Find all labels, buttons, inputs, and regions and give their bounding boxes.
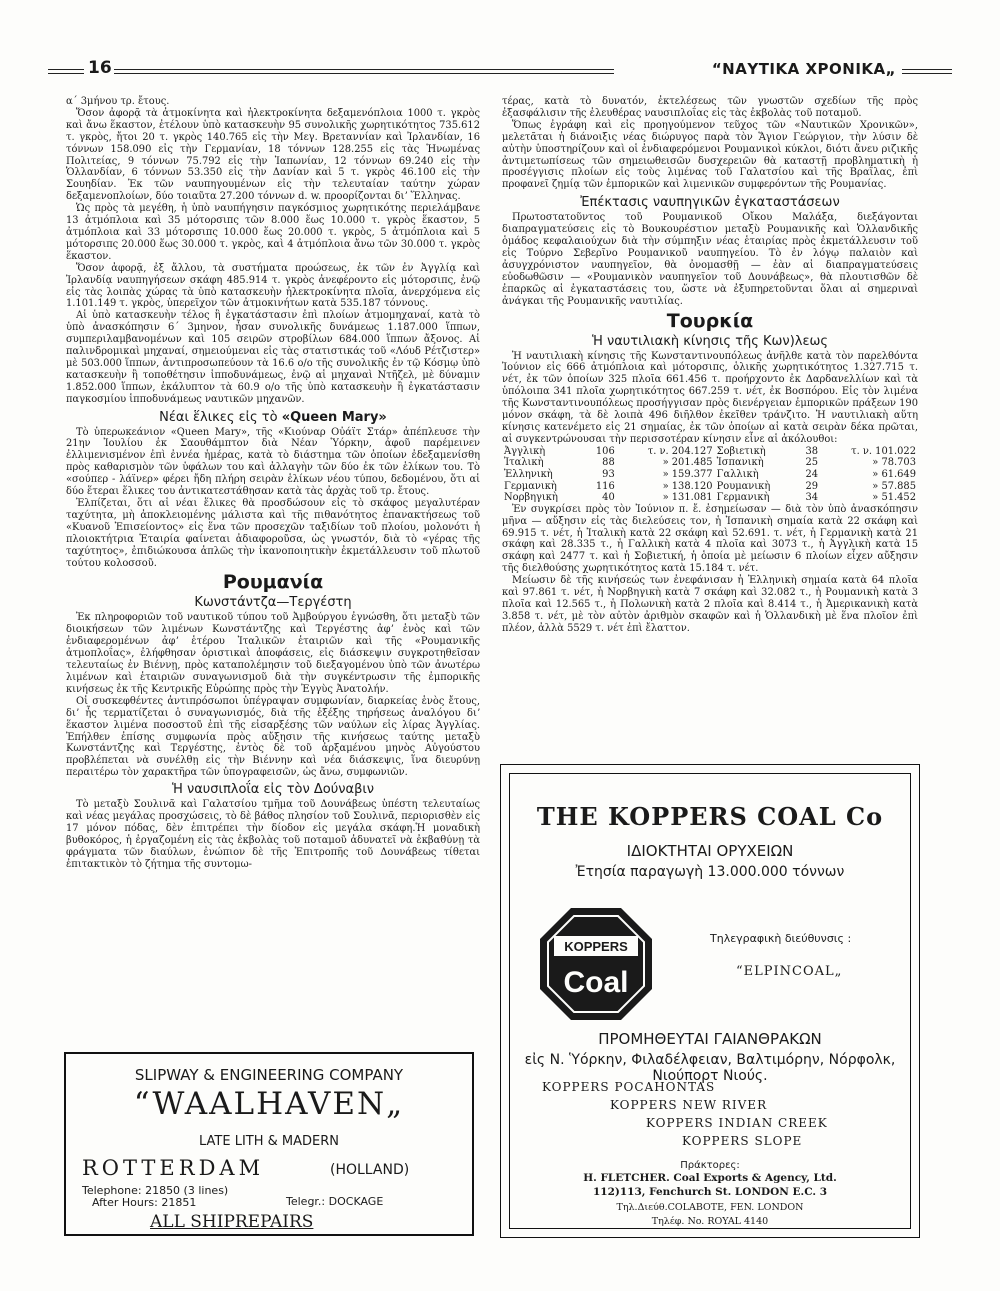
waalhaven-name: “WAALHAVEN„ — [133, 1086, 405, 1122]
header-rule-middle — [114, 69, 614, 74]
table-cell: 88 — [602, 457, 615, 469]
queen-mary-heading-name: «Queen Mary» — [281, 409, 387, 425]
telegraphic-address: Telegr.: DOCKAGE — [286, 1195, 384, 1208]
table-cell: τ. ν. 101.022 — [851, 445, 916, 457]
after-hours-number: After Hours: 21851 — [92, 1196, 197, 1209]
shiprepairs-text: ALL SHIPREPAIRS — [150, 1212, 314, 1232]
agent-address: 112)113, Fenchurch St. LONDON E.C. 3 — [592, 1186, 827, 1198]
table-cell: 116 — [595, 480, 615, 492]
annual-production-text: Ἐτησία παραγωγὴ 13.000.000 τόννων — [575, 864, 845, 880]
slipway-advertisement — [64, 1052, 474, 1236]
table-cell: Γερμανικὴ — [504, 480, 557, 492]
queen-mary-heading-text: Νέαι ἕλικες εἰς τὸ — [159, 409, 282, 425]
table-row — [502, 446, 918, 458]
telephone-number: Telephone: 21850 (3 lines) — [82, 1184, 229, 1197]
table-cell: Γαλλικὴ — [716, 468, 759, 480]
table-cell: Ἰσπανικὴ — [716, 457, 764, 469]
turkey-subheading: Ἡ ναυτιλιακὴ κίνησις τῆς Κων)λεως — [591, 333, 829, 349]
table-cell: » 138.120 — [662, 480, 713, 492]
agent-name: H. FLETCHER. Coal Exports & Agency, Ltd. — [583, 1172, 837, 1184]
table-cell: 24 — [805, 468, 819, 480]
table-cell: Ρουμανικὴ — [716, 480, 771, 492]
queen-mary-heading — [66, 410, 480, 425]
coal-suppliers-text: ΠΡΟΜΗΘΕΥΤΑΙ ΓΑΙΑΝΘΡΑΚΩΝ — [598, 1030, 822, 1048]
paragraph: Μείωσιν δὲ τῆς κινήσεώς των ἐνεφάνισαν ἡ Ἑλληνικὴ σημαία κατὰ 64 πλοῖα καὶ 97.861 τ. νέτ, ἡ Νορβηγικὴ κατὰ 7 σκάφη καὶ 32.082 τ., ἡ Ρουμανικὴ κατὰ 3 πλοῖα καὶ 12.565 τ., ἡ Πολωνικὴ κατὰ 2 πλοῖα καὶ 8.414 τ., ἡ Ἀμερικανικὴ κατὰ 3.858 τ. νέτ, μὲ τὸν αὐτὸν ἀριθμὸν σκαφῶν καὶ ἡ Ὁλλανδικὴ μὲ ἕνα πλοῖον ἐπὶ πλέον, ἀλλὰ 5529 τ. νέτ ἐπὶ ἔλαττον. — [502, 575, 918, 634]
koppers-brand-name: THE KOPPERS COAL Co — [536, 802, 884, 831]
table-cell: Ἀγγλικὴ — [504, 445, 546, 457]
paragraph: Πρωτοστατοῦντος τοῦ Ρουμανικοῦ Οἴκου Μαλάξα, διεξάγονται διαπραγματεύσεις εἰς τὸ Βουκουρέστιον μεταξὺ Ρουμανικῆς καὶ Ὁλλανδικῆς ὁμάδος κεφαλαιούχων διὰ τὴν σύμπηξιν νέας ἑταιρίας πρὸς ἐκμετάλλευσιν τοῦ εἰς Τούρνο Σεβερῖνο Ρουμανικοῦ ναυπηγείου. Τὸ ἐν λόγῳ παλαιὸν καὶ ἀσυγχρόνιστον ναυπηγεῖον, θὰ ὀνομασθῇ — ἐὰν αἱ διαπραγματεύσεις εὐοδωθῶσιν — «Ρουμανικὸν ναυπηγεῖον τοῦ Δουνάβεως», θὰ πλουτισθῶν δὲ ἐπαρκῶς αἱ ἐγκαταστάσεις του, ὥστε νὰ ἐξυπηρετοῦνται ὅλαι αἱ σημεριναὶ ἀνάγκαι τῆς Ρουμανικῆς ναυτιλίας. — [502, 212, 918, 307]
logo-bottom-text: Coal — [563, 966, 629, 999]
paragraph: α΄ 3μήνου τρ. ἔτους. — [66, 96, 170, 107]
table-cell: » 131.081 — [662, 492, 713, 504]
coal-type: KOPPERS SLOPE — [682, 1134, 803, 1148]
romania-subheading: Κωνστάντζα—Τεργέστη — [194, 595, 352, 611]
table-cell: 25 — [805, 457, 819, 469]
coal-type: KOPPERS INDIAN CREEK — [646, 1116, 828, 1130]
page-header — [48, 58, 952, 84]
paragraph: τέρας, κατὰ τὸ δυνατόν, ἐκτελέσεως τῶν γνωστῶν σχεδίων τῆς πρὸς ἐξασφάλισιν τῆς ἐλευθέρας ναυσιπλοΐας εἰς τὰς ἐκβολὰς τοῦ ποταμοῦ. — [502, 96, 918, 119]
left-column — [66, 96, 480, 871]
koppers-inner-frame — [509, 773, 911, 1229]
mine-owners-text: ΙΔΙΟΚΤΗΤΑΙ ΟΡΥΧΕΙΩΝ — [626, 842, 794, 860]
header-rule-left — [48, 69, 84, 74]
table-cell: 40 — [602, 492, 615, 504]
table-cell: Ἑλληνικὴ — [504, 468, 553, 480]
paragraph: Τὸ μεταξὺ Σουλινᾶ καὶ Γαλατσίου τμῆμα τοῦ Δουνάβεως ὑπέστη τελευταίως καὶ νέας μεγάλας προσχώσεις, τὸ δὲ βάθος πλησίον τοῦ Σουλινᾶ, περιορισθὲν εἰς 17 μόνον πόδας, δὲν ἐπιτρέπει τὴν δίοδον εἰς μεγάλα σκάφη.Ἡ μοναδικὴ βυθοκόρος, ἡ ἐργαζομένη εἰς τὰς ἐκβολὰς τοῦ ποταμοῦ ἀδυνατεῖ νὰ ἐκβαθύνῃ τὰ φράγματα τῶν διαύλων, ἐνώπιον δὲ τῆς Ἐπιτροπῆς τοῦ Δουνάβεως τίθεται ἐπιτακτικὸν τὸ ζήτημα τῆς συντομω- — [66, 799, 480, 870]
table-cell: » 61.649 — [872, 468, 916, 480]
romania-heading: Ρουμανία — [222, 571, 324, 594]
table-cell: 29 — [805, 480, 819, 492]
table-cell: 34 — [805, 492, 819, 504]
right-column — [502, 96, 918, 635]
country-name: (HOLLAND) — [330, 1162, 410, 1178]
paragraph: Οἱ συσκεφθέντες ἀντιπρόσωποι ὑπέγραψαν συμφωνίαν, διαρκείας ἑνὸς ἔτους, διʼ ἧς τερματίζεται ὁ συναγωνισμός, διὰ τῆς ἐξέξης τηρήσεως ἀναλόγου διʼ ἕκαστον λιμένα ποσοστοῦ ἐπὶ τῆς εἰσαρξέσης τῶν ναύλων εἰς λίρας Ἀγγλίας. Ἐπήλθεν ἐπίσης συμφωνία πρὸς αὔξησιν τῆς κινήσεως ταύτης μεταξὺ Κωνστάντζης καὶ Τεργέστης, ἐντὸς δὲ τοῦ ἀρξαμένου μηνὸς Αὐγούστου προβλέπεται νὰ συνέλθῃ εἰς τὴν Βιέννην καὶ νέα διάσκεψις, ἵνα διευρύνῃ περαιτέρω τὸν χαρακτῆρα τῶν ὑπογραφεισῶν, ὡς ἄνω, συμφωνιῶν. — [66, 695, 480, 779]
paragraph: Ὅπως ἐγράφη καὶ εἰς προηγούμενον τεῦχος τῶν «Ναυτικῶν Χρονικῶν», μελετᾶται ἡ διάνοιξις νέας διώρυγος παρὰ τὸν Ἅγιον Γεώργιον, τὴν λύσιν δὲ αὐτὴν ὑποστηρίζουν καὶ οἱ ἐνδιαφερόμενοι Ρουμανικοὶ κύκλοι, διότι ἄνευ ριζικῆς ἀντιμετωπίσεως τῶν σημειωθεισῶν δυσχερειῶν θὰ καταστῇ προβληματικὴ ἡ προσέγγισις πλοίων εἰς τοὺς λιμένας τοῦ Γαλατσίου καὶ τῆς Βραΐλας, ἐπὶ προφανεῖ ζημίᾳ τῶν ἐμπορικῶν καὶ λιμενικῶν συμφερόντων τῆς Ρουμανίας. — [502, 119, 918, 191]
table-row — [502, 469, 918, 481]
coal-type: KOPPERS POCAHONTAS — [542, 1080, 716, 1094]
paragraph: Ἐλπίζεται, ὅτι αἱ νέαι ἕλικες θὰ προσδώσουν εἰς τὸ σκάφος μεγαλυτέραν ταχύτητα, μὴ ἀποκλειομένης μάλιστα καὶ τῆς πιθανότητος ἐπανακτήσεως τοῦ «Κυανοῦ Ἐπισείοντος» εἰς ἕνα τῶν προσεχῶν ταξιδίων τοῦ πλοίου, μολονότι ἡ πλοιοκτήτρια Ἑταιρία φαίνεται ἀδιαφοροῦσα, ὡς γνωστόν, διὰ τὸ «γέρας τῆς ταχύτητος», ἐπιδιώκουσα ἁπλῶς τὴν ἱκανοποιητικὴν ἐκμετάλλευσιν τοῦ πλωτοῦ τούτου κολοσσοῦ. — [66, 498, 480, 569]
table-cell: τ. ν. 204.127 — [647, 445, 713, 457]
table-cell: » 159.377 — [662, 468, 713, 480]
paragraph: Ἐκ πληροφοριῶν τοῦ ναυτικοῦ τύπου τοῦ Ἀμβούργου ἐγνώσθη, ὅτι μεταξὺ τῶν διοικήσεων τῶν λιμένων Κωνστάντζης καὶ Τεργέστης ἀφʼ ἑνὸς καὶ τῶν ἐνδιαφερομένων ἀφʼ ἑτέρου Ἰταλικῶν ἑταιριῶν καὶ τῆς «Ρουμανικῆς ἀτμοπλοΐας», ἐλήφθησαν ὁριστικαὶ ἀποφάσεις, εἰς διάσκεψιν συγκροτηθεῖσαν τελευταίως ἐν Βιέννῃ, πρὸς καταπολέμησιν τοῦ διεξαγομένου ὑπὸ τῶν ἀνωτέρω λιμένων καὶ ἑταιριῶν συναγωνισμοῦ διὰ τὴν συγκέντρωσιν τῆς ἐμπορικῆς κινήσεως ἐκ τῆς Κεντρικῆς Εὐρώπης πρὸς τὴν Ἐγγὺς Ἀνατολήν. — [66, 612, 480, 695]
turkey-heading: Τουρκία — [666, 309, 754, 332]
koppers-coal-logo — [536, 904, 656, 1024]
coal-type: KOPPERS NEW RIVER — [610, 1098, 768, 1112]
logo-top-text: KOPPERS — [564, 939, 628, 954]
paragraph: Ὅσον ἀφορᾷ τὰ ἀτμοκίνητα καὶ ἠλεκτροκίνητα δεξαμενόπλοια 1000 τ. γκρὸς καὶ ἄνω ἕκαστον, ἐτέλουν ὑπὸ κατασκευὴν 95 συνολικῆς χωρητικότητος 735.612 τ. γκρὸς, ἤτοι 20 τ. γκρὸς 140.765 εἰς τὴν Μεγ. Βρεταννίαν καὶ Ἰρλανδίαν, 16 τόννων 158.090 εἰς τὴν Γερμανίαν, 18 τόννων 128.255 εἰς τὰς Ἡνωμένας Πολιτείας, 9 τόννων 75.792 εἰς τὴν Ἰαπωνίαν, 12 τόννων 69.240 εἰς τὴν Ὁλλανδίαν, 6 τόννων 53.350 εἰς τὴν Δανίαν καὶ 5 τ. γκρὸς 46.100 εἰς τὴν Σουηδίαν. Ἐκ τῶν ναυπηγουμένων εἰς τὴν τελευταίαν ταύτην χώραν δεξαμενοπλοίων, δύο τοιαῦτα 27.200 τόννων d. w. προορίζονται διʼ Ἕλληνας. — [66, 107, 480, 203]
table-cell: Νορβηγικὴ — [504, 492, 558, 504]
paragraph: Αἱ ὑπὸ κατασκευὴν τέλος ἢ ἐγκατάστασιν ἐπὶ πλοίων ἀτμομηχαναί, κατὰ τὸ ὑπὸ ἀνασκόπησιν 6΄ 3μηνον, ἦσαν συνολικῆς δυνάμεως 1.187.000 ἵππων, συμπεριλαμβανομένων καὶ 105 σειρῶν στροβίλων 684.000 ἵππων ἄξονος. Αἱ παλινδρομικαὶ μηχαναί, σημειούμεναι εἰς τὰς στατιστικάς τοῦ «Λόυδ Ρέτζιστερ» μὲ 503.000 ἵππων, ἀντιπροσωπεύουν τὰ 16.6 ο/ο τῆς συνολικῆς ἐν τῷ Κόσμῳ ὑπὸ κατασκευὴν ἢ τοποθέτησιν ἱπποδυνάμεως, ἐνῷ αἱ μηχαναὶ Ντῆζελ, μὲ δύναμιν 1.852.000 ἵππων, ἐκάλυπτον τὰ 60.9 ο/ο τῆς ὑπὸ κατασκευὴν ἢ ἐγκατάστασιν παγκοσμίου ἱπποδυνάμεως ναυτικῶν μηχανῶν. — [66, 310, 480, 405]
publication-title: “ΝΑΥΤΙΚΑ ΧΡΟΝΙΚΑ„ — [711, 60, 896, 78]
table-cell: » 57.885 — [872, 480, 916, 492]
telephone-lines — [82, 1185, 228, 1209]
danube-heading: Ἡ ναυσιπλοΐα εἰς τὸν Δούναβιν — [171, 782, 375, 798]
slipway-company-name: SLIPWAY & ENGINEERING COMPANY — [134, 1066, 404, 1084]
table-row — [502, 457, 918, 469]
city-name: ROTTERDAM — [82, 1156, 265, 1180]
paragraph: Ὅσον ἀφορᾷ, ἐξ ἄλλου, τὰ συστήματα προώσεως, ἐκ τῶν ἐν Ἀγγλίᾳ καὶ Ἰρλανδίᾳ ναυπηγήσεων σκάφη 485.914 τ. γκρὸς ἀνεφέροντο εἰς μότορσιπς, ἐνῷ εἰς τὰς λοιπὰς χώρας τὰ ὑπὸ κατασκευὴν ἠλεκτροκίνητα πλοῖα, ἀνερχόμενα εἰς 1.101.149 τ. γκρὸς, ὑπερεῖχον τῶν ἀτμοκινήτων κατὰ 535.187 τόννους. — [66, 262, 480, 310]
table-cell: » 201.485 — [662, 457, 713, 469]
former-name: LATE LITH & MADERN — [199, 1134, 339, 1149]
koppers-advertisement — [500, 764, 920, 1238]
ports-text: εἰς Ν. Ὑόρκην, Φιλαδέλφειαν, Βαλτιμόρην, Νόρφολκ, Νιούπορτ Νιούς. — [524, 1052, 896, 1084]
telegraphic-address: “ELPINCOAL„ — [736, 964, 843, 979]
table-cell: Γερμανικὴ — [716, 492, 770, 504]
telegraphic-label: Τηλεγραφικὴ διεύθυνσις : — [710, 932, 852, 945]
table-cell: 106 — [595, 445, 615, 457]
paragraph: Ἐν συγκρίσει πρὸς τὸν Ἰούνιον π. ἔ. ἐσημείωσαν — διὰ τὸν ὑπὸ ἀνασκόπησιν μῆνα — αὔξησιν εἰς τὰς διελεύσεις τον, ἡ Ἰσπανικὴ σημαία κατὰ 22 σκάφη καὶ 69.915 τ. νέτ, ἡ Ἰταλικὴ κατὰ 22 σκάφη καὶ 52.691. τ. νέτ, ἡ Γερμανικὴ κατὰ 21 σκάφη καὶ 28.335 τ., ἡ Γαλλικὴ κατὰ 4 πλοῖα καὶ 3073 τ., ἡ Ἀγγλικὴ κατὰ 15 σκάφη καὶ 2477 τ. καὶ ἡ Σοβιετική, ἡ ὁποία μὲ μείωσιν 6 πλοίων εἶχεν αὔξησιν τῆς διελθούσης χωρητικότητος κατὰ 15.184 τ. νέτ. — [502, 503, 918, 575]
header-rule-right — [902, 69, 952, 74]
table-row — [502, 481, 918, 493]
flag-statistics-table — [502, 446, 918, 504]
table-cell: Σοβιετικὴ — [716, 445, 766, 457]
agent-telegraph: Τηλ.Διεύθ.COLABOTE, FEN. LONDON — [616, 1202, 804, 1213]
table-cell: Ἰταλικὴ — [504, 457, 544, 469]
shipyard-heading: Ἐπέκτασις ναυπηγικῶν ἐγκαταστάσεων — [580, 195, 840, 211]
paragraph: Ὡς πρὸς τὰ μεγέθη, ἡ ὑπὸ ναυπήγησιν παγκόσμιος χωρητικότης περιελάμβανε 13 ἀτμόπλοια καὶ 35 μότορσιπς τῶν 8.000 ἕως 10.000 τ. γκρὸς ἕκαστον, 5 ἀτμόπλοια καὶ 33 μότορσιπς 10.000 ἕως 20.000 τ. γκρὸς, 5 ἀτμόπλοια καὶ 5 μότορσιπς 20.000 ἕως 30.000 τ. γκρὸς, καὶ 4 ἀτμόπλοια ἄνω τῶν 30.000 τ. γκρὸς ἕκαστον. — [66, 203, 480, 262]
agent-phone: Τηλέφ. No. ROYAL 4140 — [651, 1216, 769, 1227]
table-cell: 93 — [602, 468, 615, 480]
agents-label: Πράκτορες: — [680, 1160, 740, 1171]
page-number: 16 — [88, 58, 112, 78]
table-cell: » 78.703 — [872, 457, 916, 469]
paragraph: Ἡ ναυτιλιακὴ κίνησις τῆς Κωνσταντινουπόλεως ἀνῆλθε κατὰ τὸν παρελθόντα Ἰούνιον εἰς 666 ἀτμόπλοια καὶ μότορσιπς, ὁλικῆς χωρητικότητος 1.327.715 τ. νέτ, ἐκ τῶν ὁποίων 325 πλοῖα 661.456 τ. προήρχοντο ἐκ Δαρδανελλίων καὶ τὰ ὑπόλοιπα 341 πλοῖα χωρητικότητος 667.259 τ. νέτ, ἐκ Βοσπόρου. Εἰς τὸν λιμένα τῆς Κωνσταντινουπόλεως προσήγγισαν πρὸς διενέργειαν ἐμπορικῶν πράξεων 190 μόνον σκάφη, τὰ δὲ λοιπὰ 496 διῆλθον ἐκεῖθεν τράνζιτο. Ἡ ναυτιλιακὴ αὕτη κίνησις κατενέμετο εἰς 21 σημαίας, ἐκ τῶν ὁποίων αἱ κατὰ σειρὰν δέκα πρῶται, αἱ συγκεντρώνουσαι τὴν περισσοτέραν κίνησιν εἶνε αἱ ἀκόλουθοι: — [502, 350, 918, 445]
logo-octagon — [540, 908, 652, 1020]
table-cell: 38 — [805, 445, 819, 457]
table-cell: » 51.452 — [872, 492, 916, 504]
table-row — [502, 492, 918, 504]
paragraph: Τὸ ὑπερωκεάνιον «Queen Mary», τῆς «Κιούναρ Οὐάϊτ Στάρ» ἀπέπλευσε τὴν 21ην Ἰουλίου ἐκ Σαουθάμπτον διὰ Νέαν Ὑόρκην, ἀφοῦ παρέμεινεν ἐλλιμενισμένον ἐπὶ ἐννέα ἡμέρας, κατὰ τὸ διάστημα τῶν ὁποίων ἐδεξαμενίσθη πρὸς καθαρισμὸν τῶν ὑφάλων του καὶ ἀλλαγὴν τῶν δύο ἐκ τῶν ἑλίκων του. Τὸ «σούπερ - λάϊνερ» φέρει ἤδη πλήρη σειρὰν ἑλίκων νέου τύπου, δεδομένου, ὅτι αἱ δύο ἕτεραι ἕλικες του ἀντικατεστάθησαν κατὰ τὰς ἀρχὰς τοῦ τρ. ἔτους. — [66, 426, 480, 498]
